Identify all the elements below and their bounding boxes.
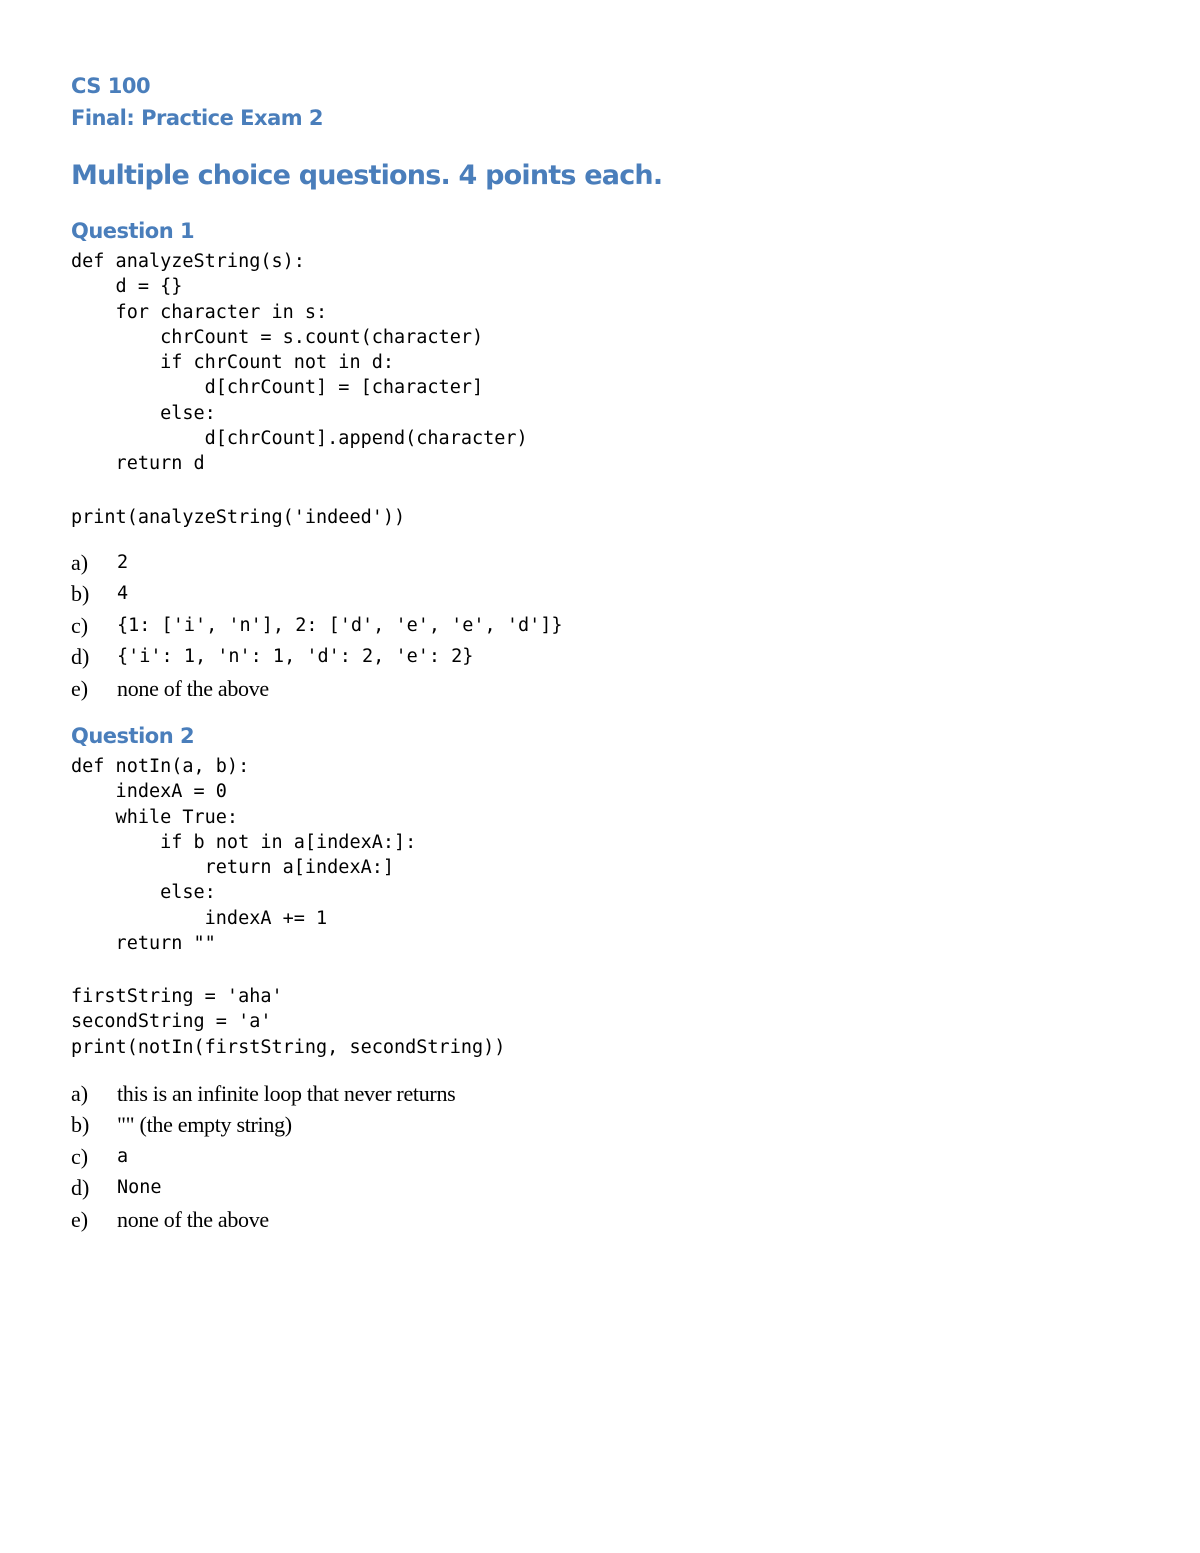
choice-text: {1: ['i', 'n'], 2: ['d', 'e', 'e', 'd']}	[117, 614, 563, 636]
question-1-title: Question 1	[71, 219, 195, 243]
choice-letter: d)	[71, 1175, 90, 1201]
choice-text: {'i': 1, 'n': 1, 'd': 2, 'e': 2}	[117, 646, 474, 668]
question-2-title: Question 2	[71, 724, 195, 748]
question-2-code: def notIn(a, b): indexA = 0 while True: if b not in a[indexA:]: return a[indexA:] else: indexA += 1 return ""	[71, 756, 417, 955]
choice-text: none of the above	[117, 1206, 269, 1232]
question-1-print-code: print(analyzeString('indeed'))	[71, 507, 406, 528]
choice-letter: a)	[71, 550, 89, 575]
choice-text: this is an infinite loop that never returns	[117, 1081, 456, 1106]
choice-text: a	[117, 1145, 129, 1167]
question-2-print-code: firstString = 'aha' secondString = 'a' print(notIn(firstString, secondString))	[71, 986, 506, 1058]
choice-letter: b)	[71, 1112, 90, 1138]
choice-letter: d)	[71, 644, 90, 670]
question-1-code: def analyzeString(s): d = {} for character in s: chrCount = s.count(character) if chrCount not in d: d[chrCount] = [character] else: d[chrCount].append(character) return d	[71, 251, 528, 475]
choice-text: 2	[117, 552, 129, 573]
choice-letter: a)	[71, 1081, 89, 1106]
choice-text: None	[117, 1177, 162, 1199]
choice-text: "" (the empty string)	[117, 1112, 292, 1138]
choice-letter: e)	[71, 675, 89, 701]
choice-text: none of the above	[117, 675, 269, 701]
choice-text: 4	[117, 583, 129, 605]
choice-letter: e)	[71, 1206, 89, 1232]
section-title: Multiple choice questions. 4 points each.	[71, 160, 663, 191]
exam-title: Final: Practice Exam 2	[71, 106, 324, 130]
course-title: CS 100	[71, 74, 151, 98]
choice-letter: c)	[71, 612, 89, 638]
choice-letter: c)	[71, 1143, 89, 1169]
choice-letter: b)	[71, 581, 90, 607]
